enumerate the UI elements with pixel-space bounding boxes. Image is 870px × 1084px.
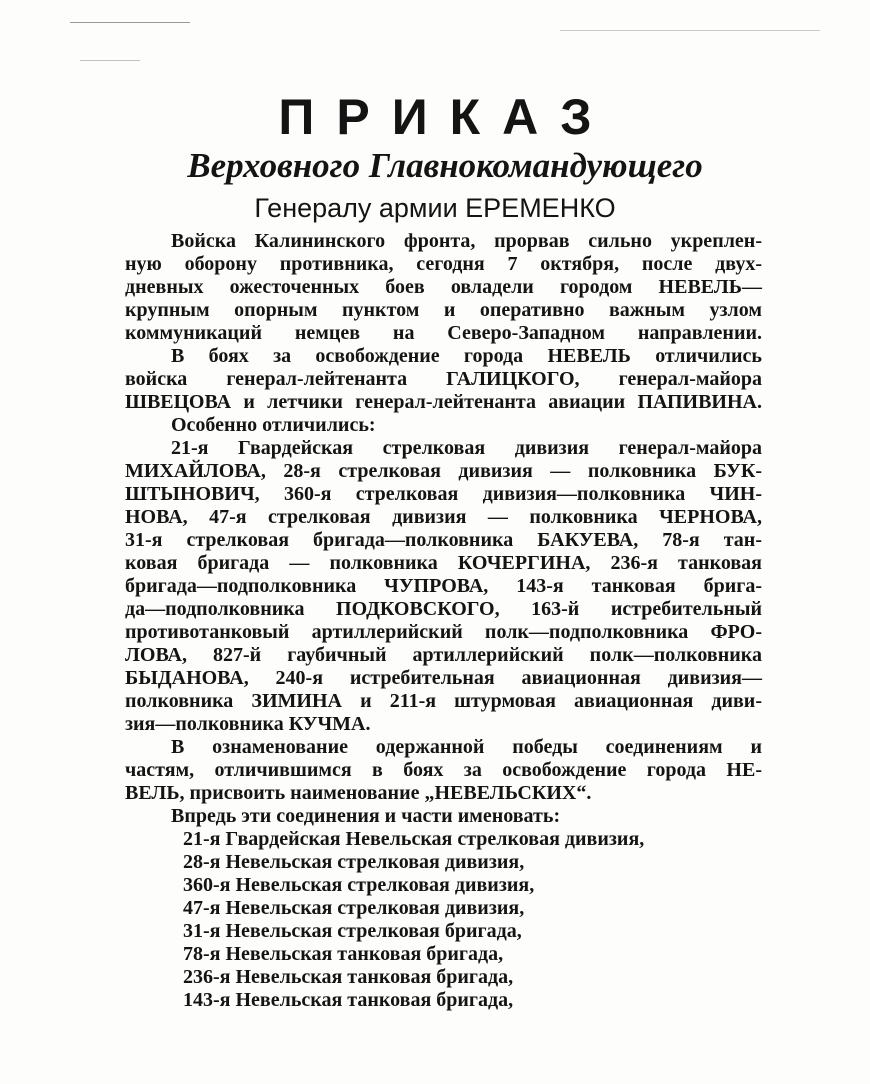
text-line: крупным опорным пунктом и оперативно важным узлом [125,299,762,321]
text-line: полковника ЗИМИНА и 211-я штурмовая авиационная диви- [125,690,762,712]
text-line: 360-я Невельская стрелковая дивизия, [183,874,535,896]
order-title: ПРИКАЗ [278,89,614,145]
text-line: зия—полковника КУЧМА. [125,713,371,735]
text-line: ковая бригада — полковника КОЧЕРГИНА, 236-я танковая [125,552,762,574]
text-line: 28-я Невельская стрелковая дивизия, [183,851,525,873]
text-line: ВЕЛЬ, присвоить наименование „НЕВЕЛЬСКИХ“. [125,782,592,804]
text-line: ШТЫНОВИЧ, 360-я стрелковая дивизия—полковника ЧИН- [125,483,762,505]
text-line: частям, отличившимся в боях за освобождение города НЕ- [125,759,762,781]
text-line: коммуникаций немцев на Северо-Западном направлении. [125,322,762,344]
text-line: 236-я Невельская танковая бригада, [183,966,514,988]
text-line: МИХАЙЛОВА, 28-я стрелковая дивизия — полковника БУК- [125,460,762,482]
text-line: 21-я Гвардейская стрелковая дивизия генерал-майора [171,437,762,459]
order-subtitle: Верховного Главнокомандующего [187,146,703,185]
text-line: Впредь эти соединения и части именовать: [171,805,561,827]
text-line: 47-я Невельская стрелковая дивизия, [183,897,525,919]
text-line: ную оборону противника, сегодня 7 октября, после двух- [125,253,762,275]
text-line: В боях за освобождение города НЕВЕЛЬ отличились [171,345,762,367]
addressee: Генералу армии ЕРЕМЕНКО [254,193,616,223]
text-line: бригада—подполковника ЧУПРОВА, 143-я танковая брига- [125,575,762,597]
order-body [125,230,762,1012]
text-line: НОВА, 47-я стрелковая дивизия — полковника ЧЕРНОВА, [125,506,762,528]
text-line: ЛОВА, 827-й гаубичный артиллерийский полк—полковника [125,644,762,666]
text-line: 21-я Гвардейская Невельская стрелковая дивизия, [183,828,645,850]
text-line: 31-я стрелковая бригада—полковника БАКУЕВА, 78-я тан- [125,529,762,551]
text-line: противотанковый артиллерийский полк—подполковника ФРО- [125,621,762,643]
text-line: В ознаменование одержанной победы соединениям и [171,736,762,758]
text-line: дневных ожесточенных боев овладели городом НЕВЕЛЬ— [125,276,762,298]
text-line: Особенно отличились: [171,414,376,436]
text-line: 78-я Невельская танковая бригада, [183,943,504,965]
text-line: ШВЕЦОВА и летчики генерал-лейтенанта авиации ПАПИВИНА. [125,391,762,413]
text-line: БЫДАНОВА, 240-я истребительная авиационная дивизия— [125,667,762,689]
text-line: войска генерал-лейтенанта ГАЛИЦКОГО, генерал-майора [125,368,762,390]
text-line: Войска Калининского фронта, прорвав сильно укреплен- [171,230,762,252]
text-line: да—подполковника ПОДКОВСКОГО, 163-й истребительный [125,598,762,620]
text-line: 143-я Невельская танковая бригада, [183,989,514,1011]
text-line: 31-я Невельская стрелковая бригада, [183,920,522,942]
